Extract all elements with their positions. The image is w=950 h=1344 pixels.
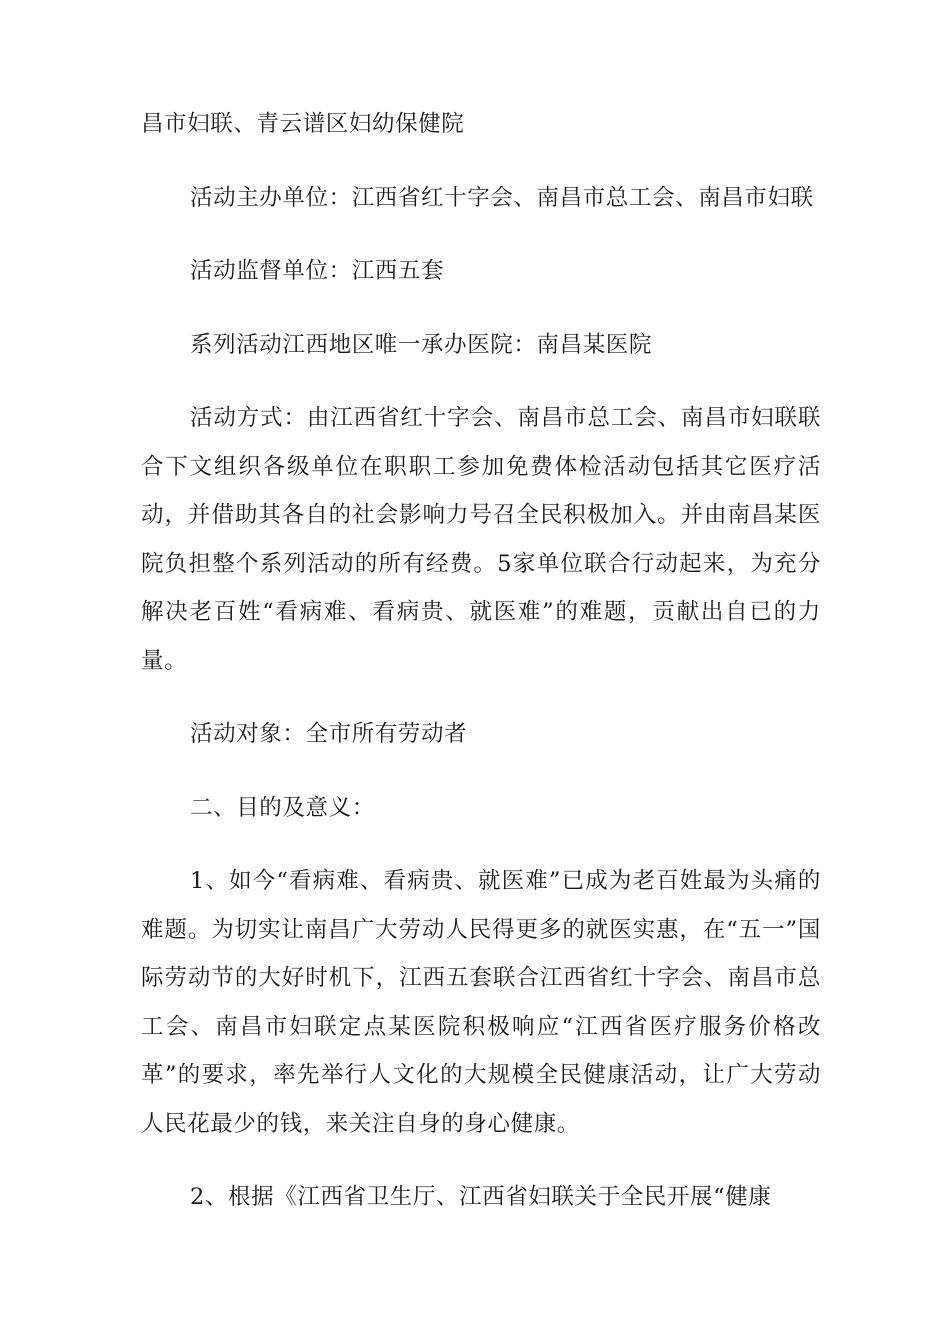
paragraph-purpose-2: 2、根据《江西省卫生厅、江西省妇联关于全民开展“健康 bbox=[190, 1184, 772, 1210]
document-body bbox=[141, 100, 821, 1247]
paragraph-hospital: 系列活动江西地区唯一承办医院：南昌某医院 bbox=[190, 331, 653, 358]
paragraph-supervisor: 活动监督单位：江西五套 bbox=[190, 258, 445, 284]
paragraph-purpose-1: 1、如今“看病难、看病贵、就医难”已成为老百姓最为头痛的难题。为切实让南昌广大劳动人民得更多的就医实惠，在“五一”国际劳动节的大好时机下，江西五套联合江西省红十字会、南昌市总工会、南昌市妇联定点某医院积极响应“江西省医疗服务价格改革”的要求，率先举行人文化的大规模全民健康活动，让广大劳动人民花最少的钱，来关注自身的身心健康。 bbox=[141, 868, 821, 1137]
paragraph-activity-method: 活动方式：由江西省红十字会、南昌市总工会、南昌市妇联联合下文组织各级单位在职职工参加免费体检活动包括其它医疗活动，并借助其各自的社会影响力号召全民积极加入。并由南昌某医院负担整个系列活动的所有经费。5家单位联合行动起来，为充分解决老百姓“看病难、看病贵、就医难”的难题，贡献出自已的力量。 bbox=[141, 405, 821, 674]
paragraph-host-units: 活动主办单位：江西省红十字会、南昌市总工会、南昌市妇联 bbox=[190, 184, 814, 211]
paragraph-target-audience: 活动对象：全市所有劳动者 bbox=[190, 721, 468, 747]
paragraph-organizers-continued: 昌市妇联、青云谱区妇幼保健院 bbox=[141, 111, 465, 137]
section-heading-purpose: 二、目的及意义： bbox=[190, 794, 375, 821]
